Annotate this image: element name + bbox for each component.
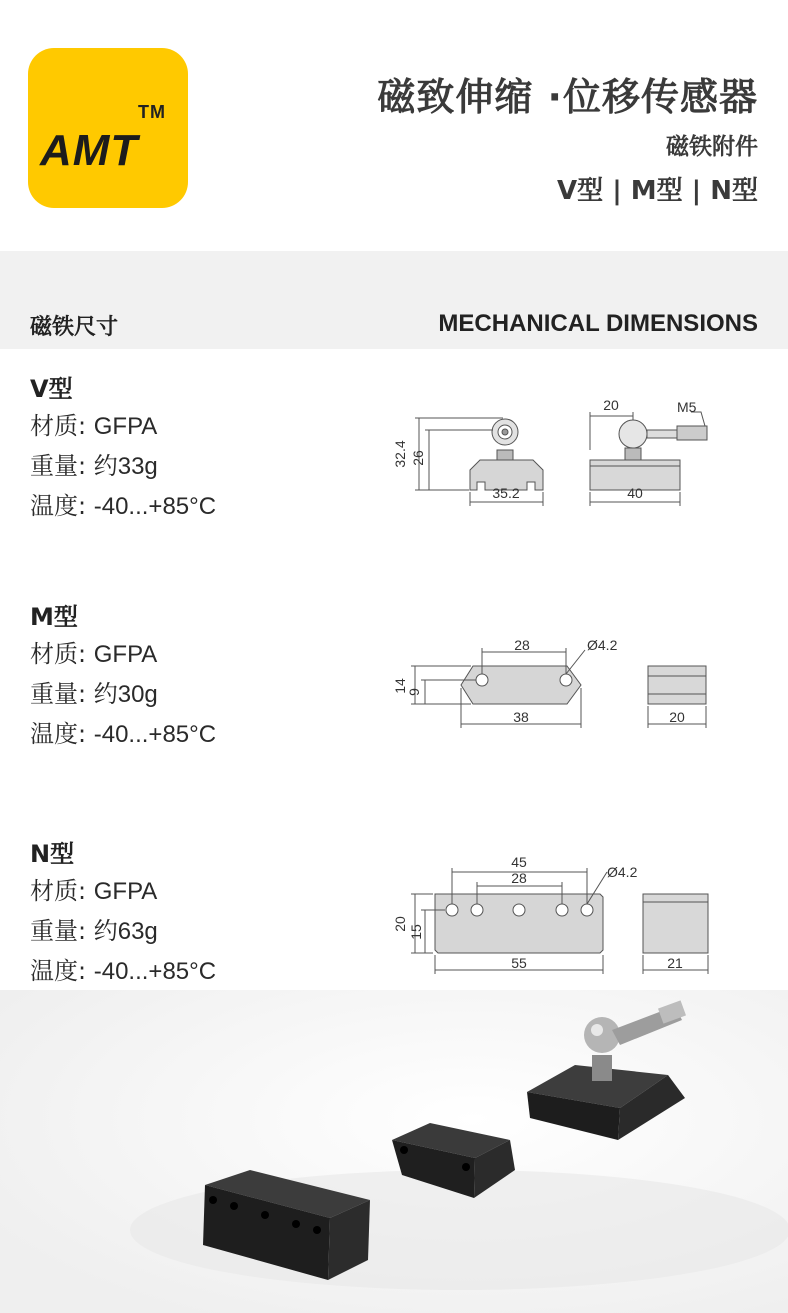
product-photo: [0, 990, 788, 1313]
material-label: 材质:: [30, 640, 87, 668]
dim-side-width: 21: [667, 955, 683, 971]
material-label: 材质:: [30, 412, 87, 440]
dim-height-total: 32.4: [392, 440, 408, 468]
material-value: GFPA: [93, 641, 158, 668]
dim-hole: Ø4.2: [607, 864, 638, 880]
spec-material-row: [30, 406, 216, 446]
logo-text: AMT: [40, 126, 139, 175]
dim-width: 35.2: [492, 485, 520, 501]
temp-label: 温度:: [30, 957, 87, 985]
dim-width: 55: [511, 955, 527, 971]
v-side-view: [590, 412, 707, 506]
spec-block-v: [30, 372, 216, 526]
dim-height: 15: [408, 924, 424, 940]
dim-height: 26: [410, 450, 426, 466]
weight-label: 重量:: [30, 917, 87, 945]
spec-weight-row: [30, 674, 216, 714]
dim-height: 9: [406, 688, 422, 696]
page-title: 磁致伸缩 ·位移传感器: [377, 75, 758, 119]
spec-name: V型: [30, 375, 73, 403]
weight-value: 约63g: [93, 918, 158, 945]
material-label: 材质:: [30, 877, 87, 905]
weight-value: 约33g: [93, 453, 158, 480]
spec-temp-row: [30, 951, 216, 991]
temp-label: 温度:: [30, 720, 87, 748]
n-type-drawing: [385, 850, 725, 975]
page-subtitle: 磁铁附件: [666, 134, 758, 160]
brand-logo: [28, 48, 188, 208]
dim-hole: Ø4.2: [587, 637, 618, 653]
n-front-view: [411, 868, 607, 974]
dim-pitch-inner: 28: [511, 870, 527, 886]
spec-block-m: [30, 600, 216, 754]
dim-height-total: 14: [392, 678, 408, 694]
dim-side-width: 40: [627, 485, 643, 501]
m-front-view: [411, 648, 585, 728]
weight-label: 重量:: [30, 680, 87, 708]
model-types: V型 | M型 | N型: [557, 176, 758, 206]
temp-value: -40...+85°C: [93, 721, 217, 748]
temp-value: -40...+85°C: [93, 493, 217, 520]
material-value: GFPA: [93, 413, 158, 440]
spec-weight-row: [30, 911, 216, 951]
v-type-drawing: [385, 390, 725, 515]
spec-weight-row: [30, 446, 216, 486]
section-title-cn: 磁铁尺寸: [30, 315, 119, 340]
spec-temp-row: [30, 714, 216, 754]
material-value: GFPA: [93, 878, 158, 905]
spec-name: M型: [30, 603, 78, 631]
weight-value: 约30g: [93, 681, 158, 708]
temp-value: -40...+85°C: [93, 958, 217, 985]
dim-width: 38: [513, 709, 529, 725]
trademark-symbol: TM: [138, 102, 166, 122]
v-front-view: [415, 418, 543, 506]
dim-pitch-outer: 45: [511, 854, 527, 870]
dim-side-width: 20: [669, 709, 685, 725]
spec-material-row: [30, 634, 216, 674]
spec-material-row: [30, 871, 216, 911]
spec-name: N型: [30, 840, 75, 868]
spec-temp-row: [30, 486, 216, 526]
weight-label: 重量:: [30, 452, 87, 480]
dim-ball-offset: 20: [603, 397, 619, 413]
spec-block-n: [30, 837, 216, 991]
temp-label: 温度:: [30, 492, 87, 520]
dim-height-total: 20: [392, 916, 408, 932]
section-title-en: MECHANICAL DIMENSIONS: [438, 310, 758, 337]
dim-pitch: 28: [514, 637, 530, 653]
dim-thread: M5: [677, 399, 697, 415]
m-type-drawing: [385, 630, 725, 735]
